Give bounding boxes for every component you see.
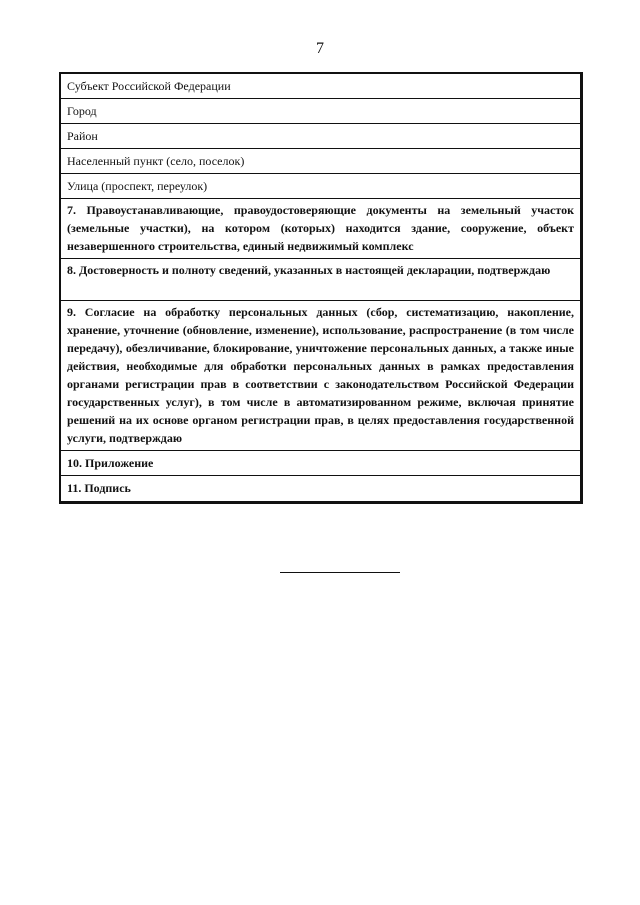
section-11-signature: 11. Подпись [67,481,131,495]
declaration-form-table [59,72,583,504]
footer-rule [280,572,400,573]
row-settlement: Населенный пункт (село, поселок) [61,149,580,174]
row-federal-subject: Субъект Российской Федерации [61,74,580,99]
row-city: Город [61,99,580,124]
section-9-personal-data-consent: 9. Согласие на обработку персональных данных (сбор, систематизацию, накопление, хранение, уточнение (обновление, изменение), использование, распространение (в том числе передачу), обезличивание, блокирование, уничтожение персональных данных, а также иные действия, необходимые для обработки персональных данных в рамках предоставления органами регистрации прав в соответствии с законодательством Российской Федерации государственных услуг), в том числе в автоматизированном режиме, включая принятие решений на их основе органом регистрации прав, в целях предоставления государственной услуги, подтверждаю [61,301,580,451]
section-8-accuracy-confirmation: 8. Достоверность и полноту сведений, указанных в настоящей декларации, подтверждаю [61,259,580,301]
section-7-land-documents: 7. Правоустанавливающие, правоудостоверяющие документы на земельный участок (земельные участки), на котором (которых) находится здание, сооружение, объект незавершенного строительства, единый недвижимый комплекс [61,199,580,259]
row-district: Район [61,124,580,149]
page-number: 7 [316,40,324,57]
section-10-attachment: 10. Приложение [61,451,580,476]
row-street: Улица (проспект, переулок) [61,174,580,199]
